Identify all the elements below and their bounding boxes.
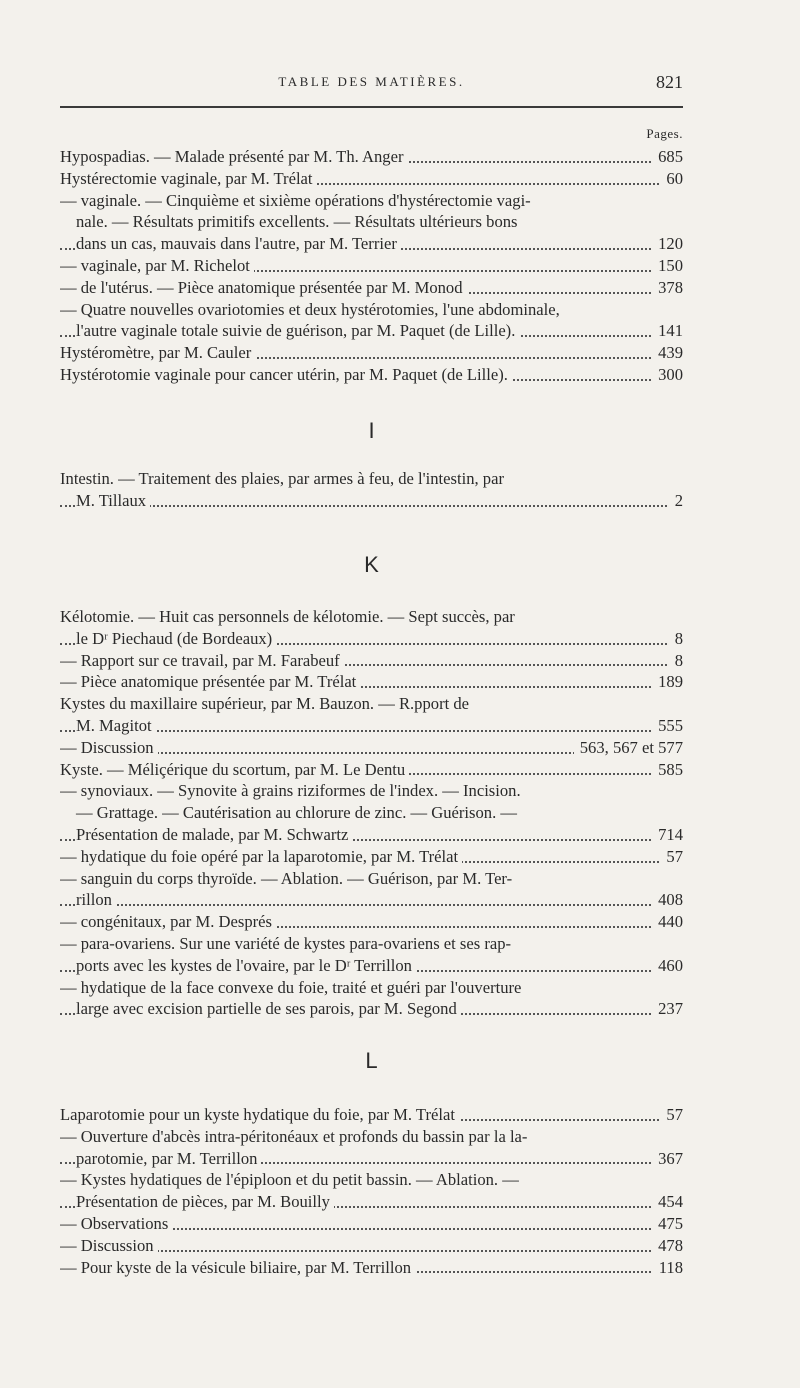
entry-text: — hydatique du foie opéré par la laparotomie, par M. Trélat xyxy=(60,847,462,866)
section-letter: L xyxy=(365,1048,378,1073)
entry-line xyxy=(60,824,683,846)
index-entry xyxy=(60,1126,683,1170)
entry-page-number: 150 xyxy=(652,255,683,277)
entry-text: — Pour kyste de la vésicule biliaire, par M. Terrillon xyxy=(60,1258,415,1277)
entry-text: parotomie, par M. Terrillon xyxy=(76,1149,261,1168)
index-entry xyxy=(60,911,683,933)
entry-text: — Grattage. — Cautérisation au chlorure de zinc. — Guérison. — xyxy=(76,803,521,822)
entry-line xyxy=(60,1169,683,1191)
index-entry xyxy=(60,933,683,977)
entry-text: Hystérotomie vaginale pour cancer utérin, par M. Paquet (de Lille). xyxy=(60,365,512,384)
entry-line xyxy=(60,759,683,781)
pages-column-label: Pages. xyxy=(646,126,683,141)
entry-text: — Quatre nouvelles ovariotomies et deux hystérotomies, l'une abdominale, xyxy=(60,300,564,319)
entry-text: nale. — Résultats primitifs excellents. — Résultats ultérieurs bons xyxy=(76,212,522,231)
entry-text: Laparotomie pour un kyste hydatique du foie, par M. Trélat xyxy=(60,1105,459,1124)
index-entry xyxy=(60,342,683,364)
entry-text: — sanguin du corps thyroïde. — Ablation. — Guérison, par M. Ter- xyxy=(60,869,516,888)
entry-line xyxy=(60,277,683,299)
entry-text: — synoviaux. — Synovite à grains riziformes de l'index. — Incision. xyxy=(60,781,525,800)
entry-text: M. Magitot xyxy=(76,716,156,735)
index-entry xyxy=(60,846,683,868)
entry-page-number: 367 xyxy=(652,1148,683,1170)
entry-text: Kyste. — Méliçérique du scortum, par M. Le Dentu xyxy=(60,760,409,779)
entry-line xyxy=(60,1191,683,1213)
running-title: TABLE DES MATIÈRES. xyxy=(278,74,465,89)
dot-leader xyxy=(60,904,683,906)
entry-line xyxy=(60,606,683,628)
entry-text: Hypospadias. — Malade présenté par M. Th. Anger xyxy=(60,147,407,166)
entry-page-number: 378 xyxy=(652,277,683,299)
entry-list xyxy=(60,1104,683,1278)
index-entry xyxy=(60,255,683,277)
entry-line xyxy=(60,650,683,672)
entry-text: Hystérectomie vaginale, par M. Trélat xyxy=(60,169,317,188)
entry-text: — vaginale. — Cinquième et sixième opérations d'hystérectomie vagi- xyxy=(60,191,535,210)
running-head xyxy=(60,74,683,100)
entry-line xyxy=(60,1148,683,1170)
entry-line xyxy=(60,846,683,868)
index-entry xyxy=(60,277,683,299)
entry-line xyxy=(60,977,683,999)
entry-list xyxy=(60,146,683,386)
index-entry xyxy=(60,868,683,912)
entry-page-number: 8 xyxy=(669,650,683,672)
entry-text: rillon xyxy=(76,890,116,909)
entry-page-number: 60 xyxy=(660,168,683,190)
entry-line xyxy=(60,933,683,955)
header-rule xyxy=(60,106,683,108)
entry-text: large avec excision partielle de ses parois, par M. Segond xyxy=(76,999,461,1018)
entry-page-number: 300 xyxy=(652,364,683,386)
entry-list xyxy=(60,468,683,512)
entry-text: — para-ovariens. Sur une variété de kystes para-ovariens et ses rap- xyxy=(60,934,515,953)
entry-line xyxy=(60,190,683,212)
entry-text: — Rapport sur ce travail, par M. Farabeuf xyxy=(60,651,344,670)
entry-page-number: 478 xyxy=(652,1235,683,1257)
entry-text: Présentation de pièces, par M. Bouilly xyxy=(76,1192,334,1211)
entry-line xyxy=(60,1257,683,1279)
index-entry xyxy=(60,1169,683,1213)
entry-line xyxy=(60,1235,683,1257)
entry-text: ports avec les kystes de l'ovaire, par le Dʳ Terrillon xyxy=(76,956,416,975)
index-entry xyxy=(60,737,683,759)
entry-line xyxy=(60,320,683,342)
entry-text: dans un cas, mauvais dans l'autre, par M. Terrier xyxy=(76,234,401,253)
entry-list xyxy=(60,606,683,1020)
index-entry xyxy=(60,671,683,693)
index-entry xyxy=(60,299,683,343)
page-number: 821 xyxy=(656,72,683,92)
entry-line xyxy=(60,342,683,364)
entry-line xyxy=(60,737,683,759)
entry-page-number: 237 xyxy=(652,998,683,1020)
entry-text: — de l'utérus. — Pièce anatomique présentée par M. Monod xyxy=(60,278,467,297)
entry-line xyxy=(60,693,683,715)
entry-text: — Discussion xyxy=(60,738,158,757)
index-entry xyxy=(60,977,683,1021)
entry-page-number: 460 xyxy=(652,955,683,977)
entry-line xyxy=(60,1126,683,1148)
entry-line xyxy=(60,911,683,933)
dot-leader xyxy=(60,505,683,507)
entry-line xyxy=(60,364,683,386)
entry-page-number: 585 xyxy=(652,759,683,781)
index-entry xyxy=(60,780,683,845)
entry-page-number: 555 xyxy=(652,715,683,737)
entry-line xyxy=(60,233,683,255)
index-entry xyxy=(60,1213,683,1235)
entry-text: — Discussion xyxy=(60,1236,158,1255)
entry-text: le Dʳ Piechaud (de Bordeaux) xyxy=(76,629,276,648)
entry-page-number: 475 xyxy=(652,1213,683,1235)
entry-page-number: 408 xyxy=(652,889,683,911)
entry-page-number: 120 xyxy=(652,233,683,255)
entry-text: — Ouverture d'abcès intra-péritonéaux et profonds du bassin par la la- xyxy=(60,1127,531,1146)
entry-line xyxy=(60,468,683,490)
entry-line xyxy=(60,211,683,233)
entry-text: — Pièce anatomique présentée par M. Trélat xyxy=(60,672,360,691)
entry-line xyxy=(60,715,683,737)
entry-page-number: 454 xyxy=(652,1191,683,1213)
index-entry xyxy=(60,1235,683,1257)
entry-page-number: 57 xyxy=(660,1104,683,1126)
index-entry xyxy=(60,759,683,781)
index-entry xyxy=(60,606,683,650)
entry-page-number: 189 xyxy=(652,671,683,693)
entry-text: — Observations xyxy=(60,1214,172,1233)
entry-text: Kélotomie. — Huit cas personnels de kélotomie. — Sept succès, par xyxy=(60,607,519,626)
index-entry xyxy=(60,168,683,190)
entry-text: — hydatique de la face convexe du foie, traité et guéri par l'ouverture xyxy=(60,978,525,997)
entry-line xyxy=(60,146,683,168)
entry-line xyxy=(60,998,683,1020)
entry-line xyxy=(60,628,683,650)
entry-text: — Kystes hydatiques de l'épiploon et du petit bassin. — Ablation. — xyxy=(60,1170,523,1189)
entry-line xyxy=(60,168,683,190)
entry-page-number: 57 xyxy=(660,846,683,868)
entry-page-number: 714 xyxy=(652,824,683,846)
entry-page-number: 685 xyxy=(652,146,683,168)
section-letter: K xyxy=(364,552,379,577)
entry-line xyxy=(60,490,683,512)
index-entry xyxy=(60,364,683,386)
entry-line xyxy=(60,299,683,321)
entry-text: l'autre vaginale totale suivie de guérison, par M. Paquet (de Lille). xyxy=(76,321,519,340)
entry-line xyxy=(60,780,683,802)
entry-line xyxy=(60,955,683,977)
entry-text: Présentation de malade, par M. Schwartz xyxy=(76,825,352,844)
entry-page-number: 439 xyxy=(652,342,683,364)
index-entry xyxy=(60,1104,683,1126)
entry-text: — congénitaux, par M. Després xyxy=(60,912,276,931)
entry-text: Hystéromètre, par M. Cauler xyxy=(60,343,255,362)
entry-text: M. Tillaux xyxy=(76,491,150,510)
entry-page-number: 2 xyxy=(669,490,683,512)
entry-line xyxy=(60,802,683,824)
section-letter: I xyxy=(368,418,375,443)
entry-line xyxy=(60,1104,683,1126)
entry-text: Kystes du maxillaire supérieur, par M. Bauzon. — R.pport de xyxy=(60,694,473,713)
entry-page-number: 141 xyxy=(652,320,683,342)
entry-text: — vaginale, par M. Richelot xyxy=(60,256,254,275)
entry-line xyxy=(60,889,683,911)
entry-page-number: 118 xyxy=(653,1257,683,1279)
index-entry xyxy=(60,468,683,512)
entry-text: Intestin. — Traitement des plaies, par armes à feu, de l'intestin, par xyxy=(60,469,508,488)
index-entry xyxy=(60,146,683,168)
entry-line xyxy=(60,868,683,890)
index-entry xyxy=(60,190,683,255)
entry-line xyxy=(60,671,683,693)
entry-page-number: 8 xyxy=(669,628,683,650)
entry-page-number: 440 xyxy=(652,911,683,933)
index-entry xyxy=(60,693,683,737)
entry-line xyxy=(60,1213,683,1235)
entry-line xyxy=(60,255,683,277)
index-entry xyxy=(60,650,683,672)
entry-page-number: 563, 567 et 577 xyxy=(574,737,683,759)
index-entry xyxy=(60,1257,683,1279)
